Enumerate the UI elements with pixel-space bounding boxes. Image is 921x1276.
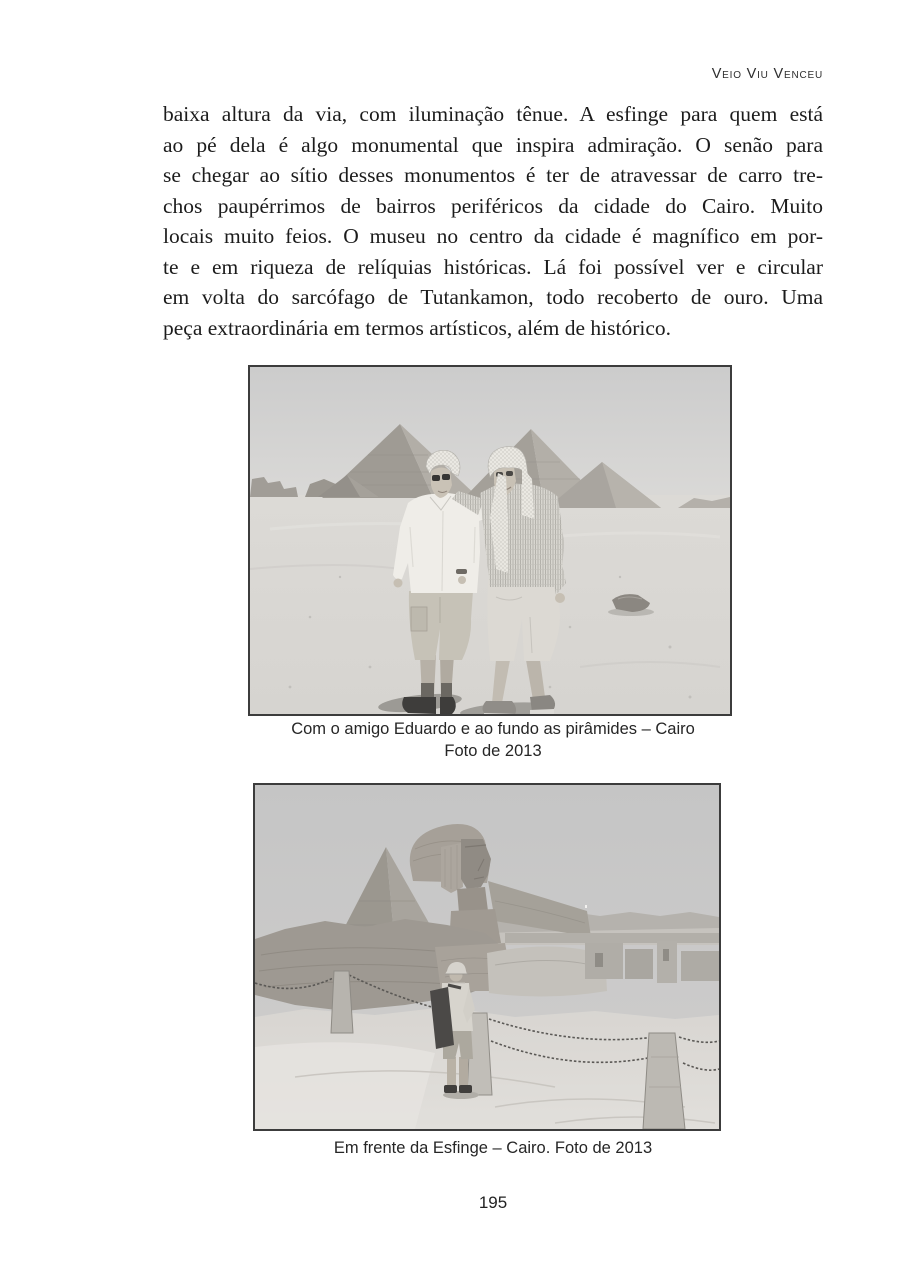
paragraph-line: ao pé dela é algo monumental que inspira admiração. O senão para <box>163 132 823 157</box>
caption-line: Foto de 2013 <box>444 742 542 760</box>
caption-line: Em frente da Esfinge – Cairo. Foto de 2013 <box>333 1139 653 1157</box>
body-paragraph <box>163 99 823 343</box>
figure-sphinx <box>253 783 721 1131</box>
paragraph-line: chos paupérrimos de bairros periféricos da cidade do Cairo. Muito <box>163 193 823 218</box>
sphinx-photo <box>255 785 719 1129</box>
running-header: Veio Viu Venceu <box>711 66 823 82</box>
paragraph-line: em volta do sarcófago de Tutankamon, todo recoberto de ouro. Uma <box>163 285 823 309</box>
paragraph-line: baixa altura da via, com iluminação tênue. A esfinge para quem está <box>163 102 823 126</box>
paragraph-line: se chegar ao sítio desses monumentos é ter de atravessar de carro tre- <box>163 163 823 187</box>
paragraph-line: peça extraordinária em termos artísticos, além de histórico. <box>163 315 672 340</box>
paragraph-line: locais muito feios. O museu no centro da cidade é magnífico em por- <box>163 224 823 248</box>
pyramids-photo <box>250 367 730 714</box>
figure-pyramids <box>248 365 732 716</box>
figure-caption <box>163 1137 823 1159</box>
page-number: 195 <box>478 1193 508 1212</box>
paragraph-line: te e em riqueza de relíquias históricas. Lá foi possível ver e circular <box>163 254 823 279</box>
figure-caption <box>163 718 823 762</box>
caption-line: Com o amigo Eduardo e ao fundo as pirâmides – Cairo <box>291 720 695 738</box>
